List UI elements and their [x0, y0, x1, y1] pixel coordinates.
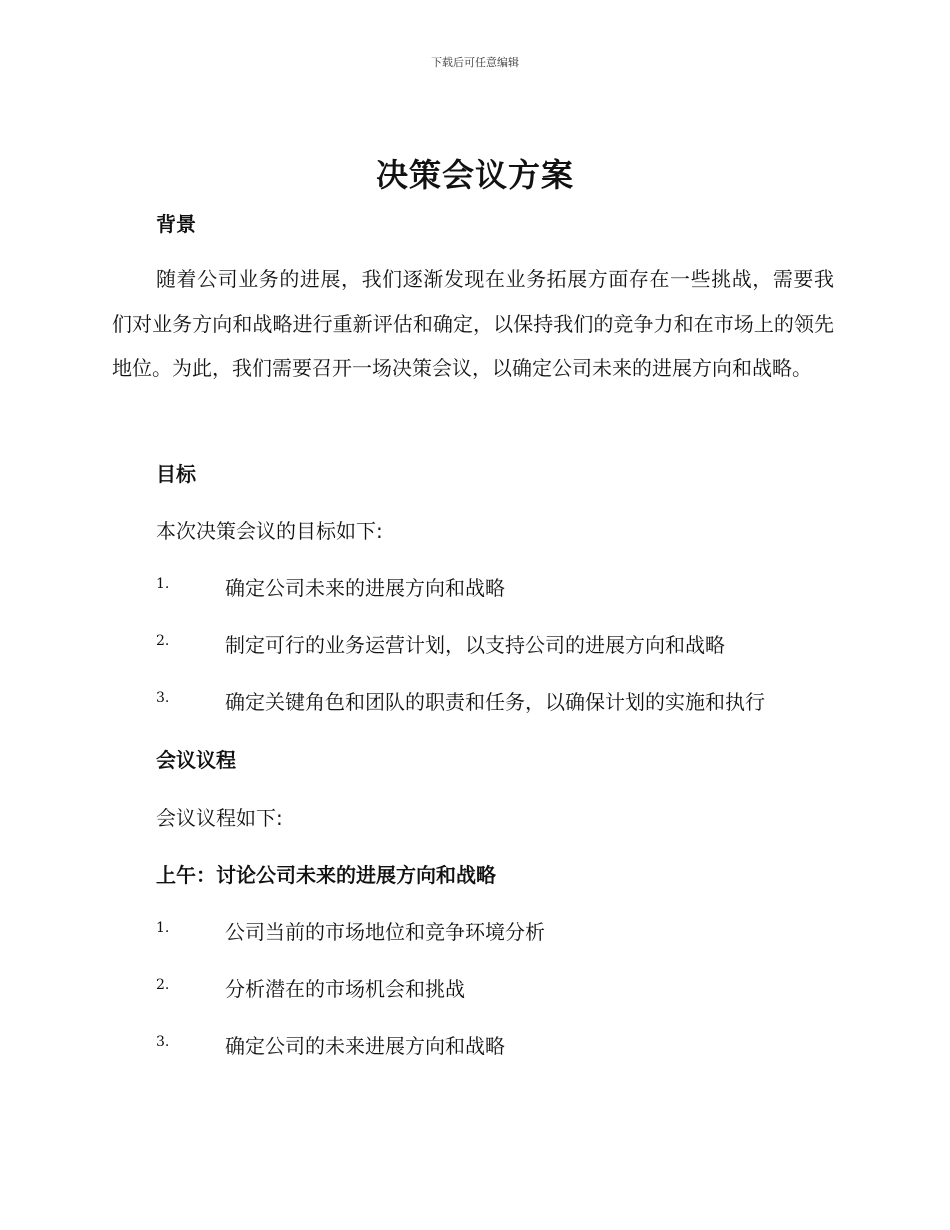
document-title: 决策会议方案 — [375, 156, 574, 194]
list-item — [156, 1030, 856, 1060]
goals-intro: 本次决策会议的目标如下: — [156, 519, 383, 543]
section-heading-background: 背景 — [156, 212, 196, 236]
list-number: 3. — [156, 1034, 170, 1050]
list-item — [156, 686, 856, 716]
list-text: 分析潜在的市场机会和挑战 — [225, 977, 465, 1001]
list-number: 1. — [156, 920, 170, 936]
list-number: 3. — [156, 690, 170, 706]
list-number: 1. — [156, 576, 170, 592]
list-text: 公司当前的市场地位和竞争环境分析 — [225, 920, 545, 944]
list-item — [156, 629, 856, 659]
list-text: 确定公司未来的进展方向和战略 — [225, 576, 505, 600]
list-item — [156, 572, 856, 602]
agenda-intro: 会议议程如下: — [156, 806, 283, 830]
list-text: 确定关键角色和团队的职责和任务，以确保计划的实施和执行 — [225, 690, 765, 714]
section-heading-goals: 目标 — [156, 462, 196, 486]
section-heading-agenda: 会议议程 — [156, 748, 236, 772]
list-text: 制定可行的业务运营计划，以支持公司的进展方向和战略 — [225, 633, 725, 657]
page-header-note: 下载后可任意编辑 — [431, 56, 519, 69]
list-number: 2. — [156, 633, 170, 649]
list-text: 确定公司的未来进展方向和战略 — [225, 1034, 505, 1058]
background-paragraph: 随着公司业务的进展，我们逐渐发现在业务拓展方面存在一些挑战，需要我们对业务方向和战略进行重新评估和确定，以保持我们的竞争力和在市场上的领先地位。为此，我们需要召开一场决策会议，以确定公司未来的进展方向和战略。 — [112, 267, 834, 380]
agenda-morning-heading: 上午：讨论公司未来的进展方向和战略 — [156, 863, 496, 887]
list-item — [156, 916, 856, 946]
list-item — [156, 973, 856, 1003]
list-number: 2. — [156, 977, 170, 993]
